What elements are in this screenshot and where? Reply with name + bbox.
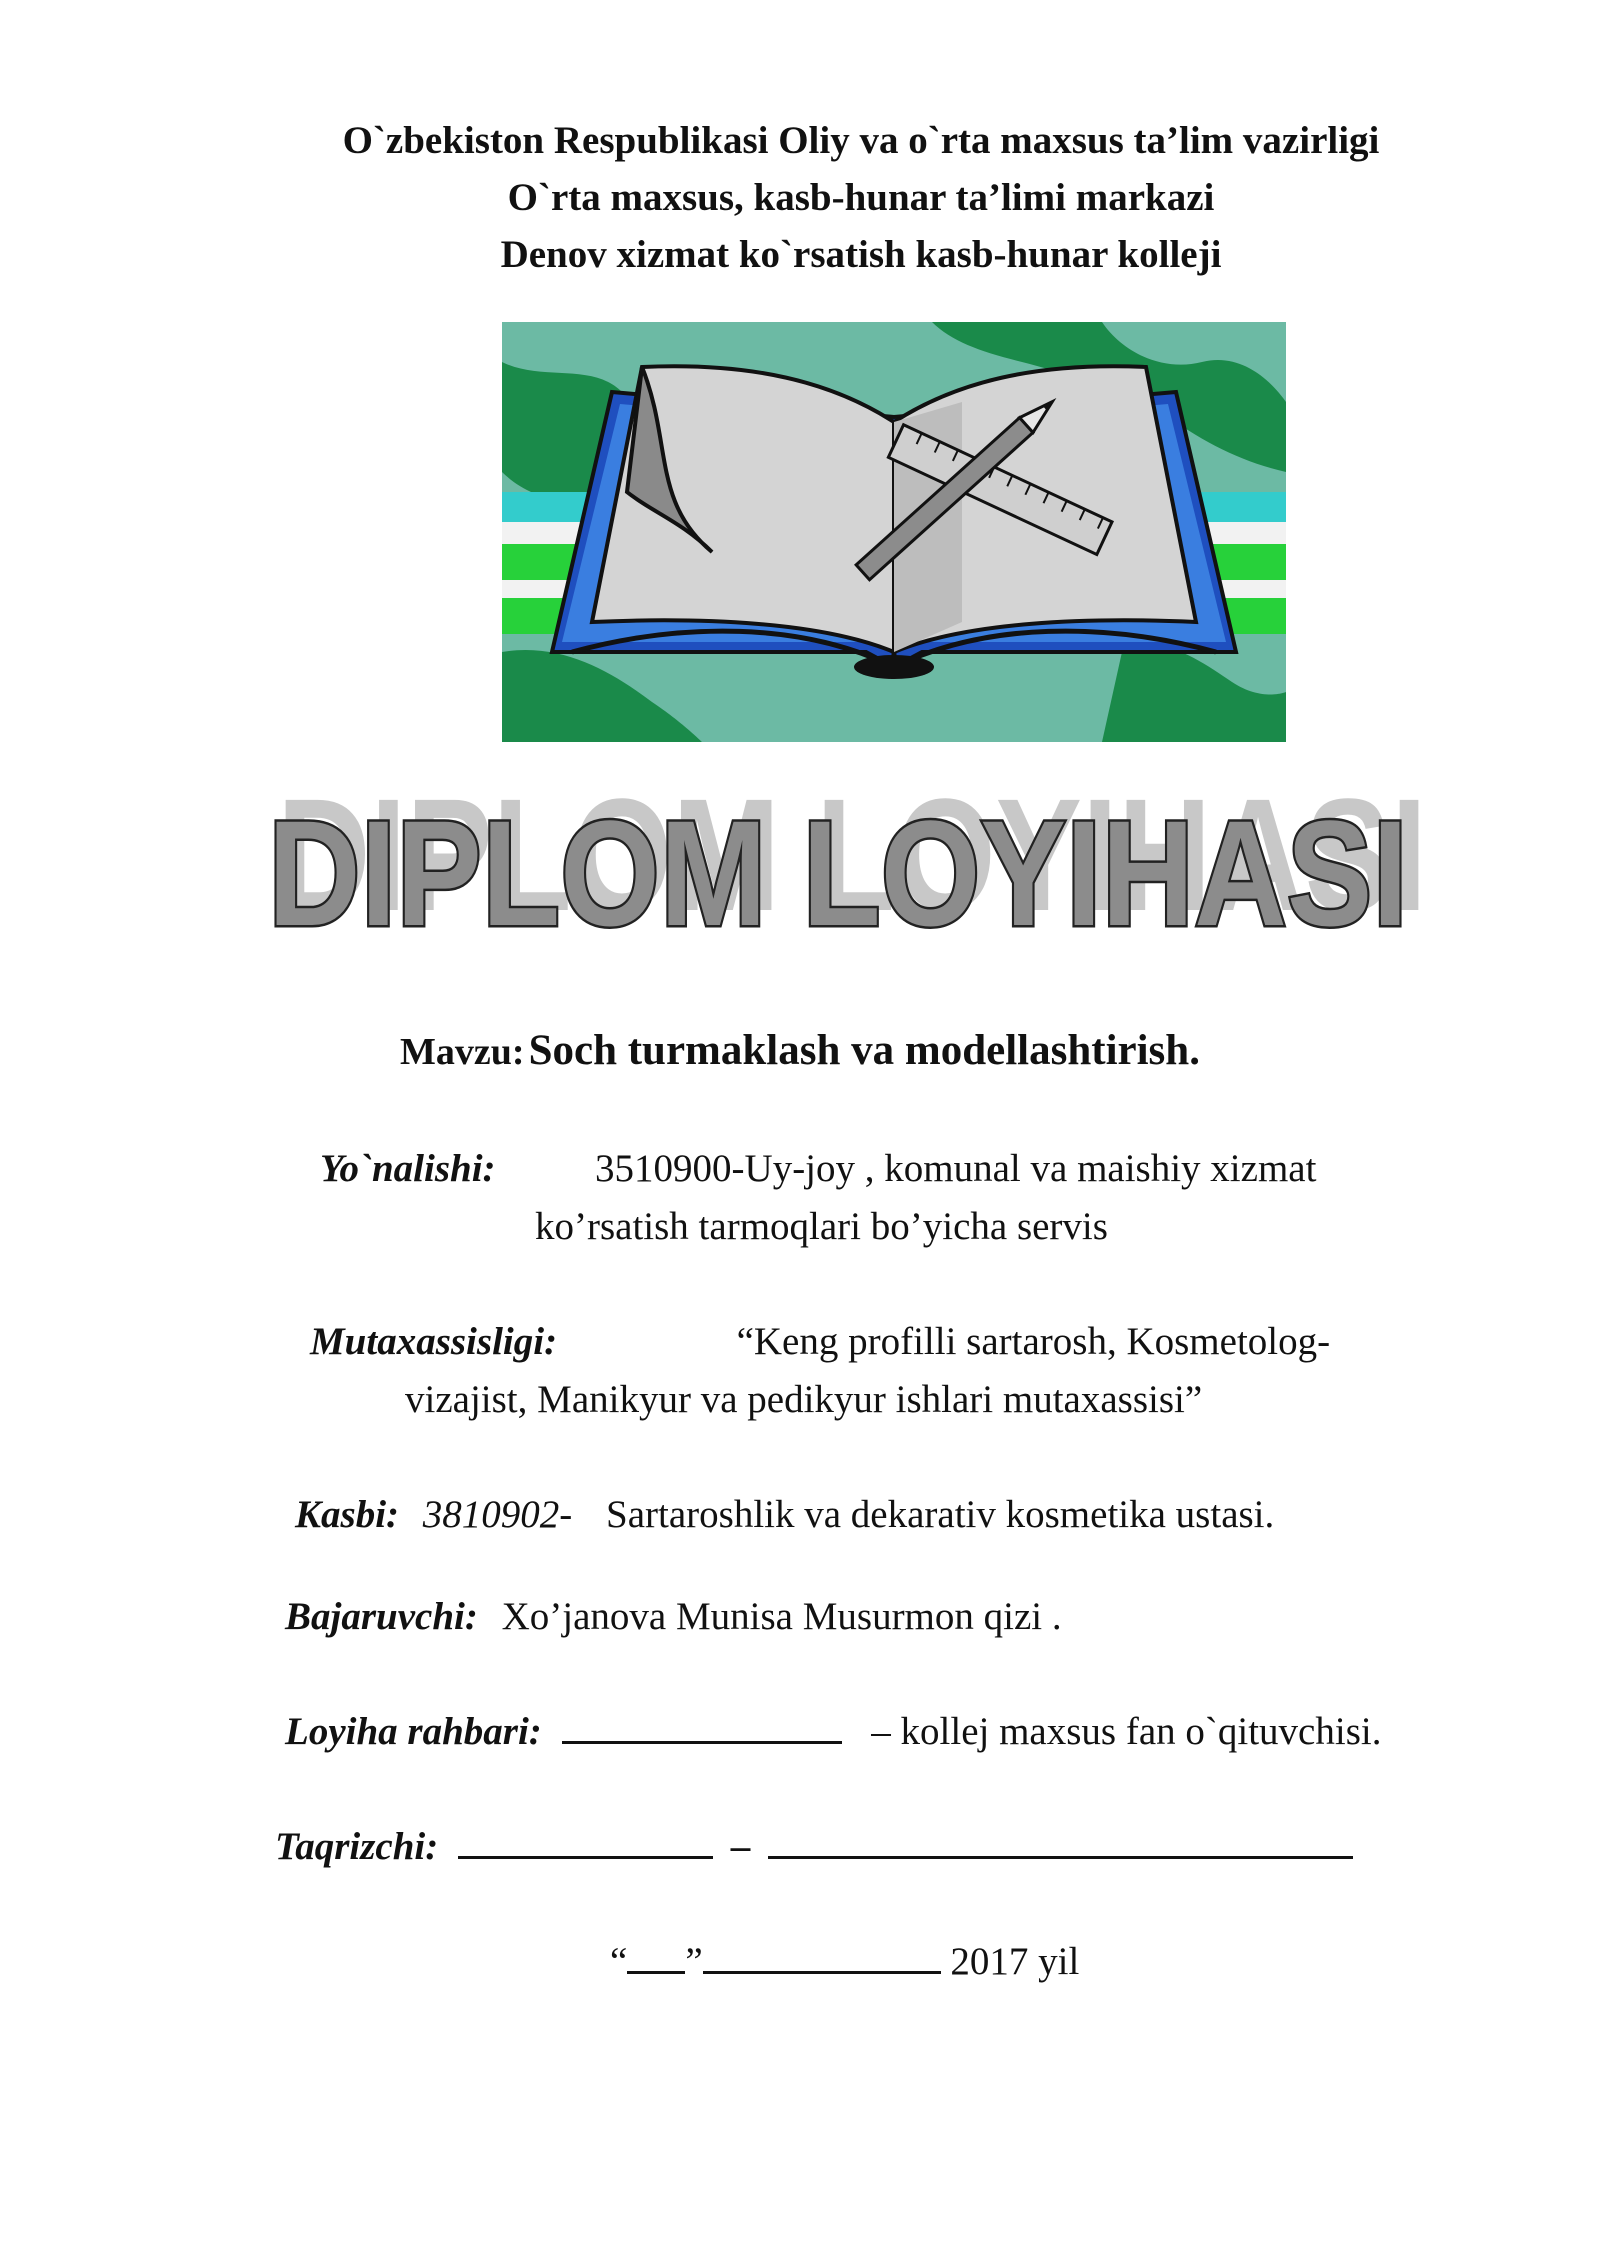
direction-line-1 <box>320 1140 1316 1197</box>
profession-value: Sartaroshlik va dekarativ kosmetika ustasi. <box>606 1493 1275 1536</box>
topic-value: Soch turmaklash va modellashtirish. <box>528 1027 1200 1074</box>
specialty-value-1: “Keng profilli sartarosh, Kosmetolog- <box>736 1320 1331 1363</box>
document-header <box>0 112 1600 283</box>
supervisor-label: Loyiha rahbari: <box>285 1710 542 1753</box>
reviewer-dash: – <box>730 1825 751 1868</box>
performer-label: Bajaruvchi: <box>285 1595 478 1638</box>
reviewer-label: Taqrizchi: <box>275 1825 439 1868</box>
open-book-with-ruler-and-pencil-icon <box>502 322 1286 742</box>
date-line <box>610 1933 1079 1990</box>
college-name: Denov xizmat ko`rsatish kasb-hunar kolleji <box>500 233 1222 276</box>
reviewer-line <box>275 1818 1353 1875</box>
profession-label: Kasbi: <box>295 1493 400 1536</box>
reviewer-role-blank[interactable] <box>768 1818 1353 1859</box>
ministry-name: O`zbekiston Respublikasi Oliy va o`rta maxsus ta’lim vazirligi <box>342 119 1380 162</box>
supervisor-line <box>285 1703 1381 1760</box>
date-year: 2017 yil <box>950 1940 1080 1983</box>
profession-code: 3810902- <box>422 1493 573 1536</box>
diploma-title <box>262 770 1482 970</box>
specialty-line-1 <box>310 1313 1330 1370</box>
direction-label: Yo`nalishi: <box>320 1147 496 1190</box>
performer-value: Xo’janova Munisa Musurmon qizi . <box>501 1595 1062 1638</box>
topic-label: Mavzu: <box>400 1031 525 1073</box>
date-day-blank[interactable] <box>627 1933 685 1974</box>
center-name: O`rta maxsus, kasb-hunar ta’limi markazi <box>507 176 1215 219</box>
diploma-title-text: DIPLOM LOYIHASI <box>268 789 1408 957</box>
performer-line <box>285 1588 1062 1645</box>
specialty-label: Mutaxassisligi: <box>310 1320 558 1363</box>
supervisor-signature-blank[interactable] <box>562 1703 842 1744</box>
direction-line-2: ko’rsatish tarmoqlari bo’yicha servis <box>535 1205 1108 1248</box>
profession-line <box>295 1486 1274 1543</box>
specialty-line-2: vizajist, Manikyur va pedikyur ishlari mutaxassisi” <box>405 1378 1203 1421</box>
supervisor-role: – kollej maxsus fan o`qituvchisi. <box>871 1710 1382 1753</box>
direction-value-1: 3510900-Uy-joy , komunal va maishiy xizmat <box>595 1147 1317 1190</box>
diploma-title-shadow: DIPLOM LOYIHASI <box>277 770 1427 944</box>
reviewer-name-blank[interactable] <box>458 1818 713 1859</box>
date-close-quote: ” <box>685 1940 703 1983</box>
date-open-quote: “ <box>610 1940 628 1983</box>
topic-line <box>0 1026 1600 1075</box>
date-month-blank[interactable] <box>703 1933 941 1974</box>
